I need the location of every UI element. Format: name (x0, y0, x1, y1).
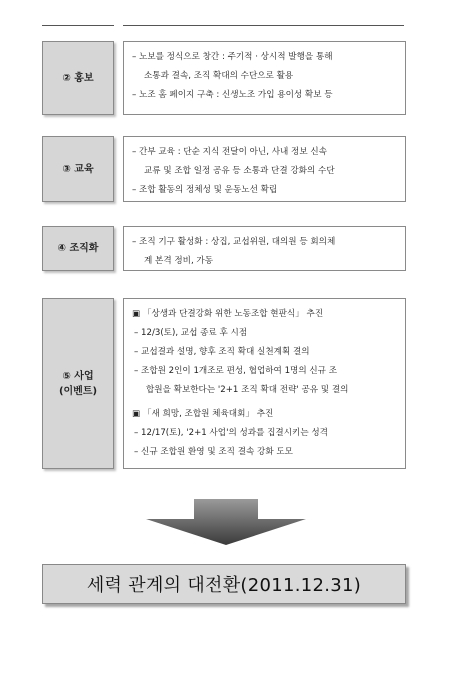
section-content (123, 298, 406, 469)
bullet-item: – 조합 활동의 정체성 및 운동노선 확립 (132, 185, 278, 195)
section-label (42, 41, 114, 115)
bullet-item: – 노조 홈 페이지 구축 : 신생노조 가입 용이성 확보 등 (132, 90, 333, 100)
section-organizing (42, 226, 406, 271)
section-label-text: (이벤트) (58, 385, 98, 397)
conclusion-text: 세력 관계의 대전환(2011.12.31) (86, 575, 362, 596)
bullet-line: – 신규 조합원 환영 및 조직 결속 강화 도모 (134, 447, 293, 457)
bullet-item: – 조직 기구 활성화 : 상집, 교섭위원, 대의원 등 회의체 (132, 237, 336, 247)
section-label-text: ④ 조직화 (57, 243, 99, 254)
bullet-item: ▣ 「상생과 단결강화 위한 노동조합 현판식」 추진 (132, 309, 324, 319)
top-rule-left (42, 25, 114, 26)
bullet-item: – 간부 교육 : 단순 지식 전달이 아닌, 사내 정보 신속 (132, 147, 327, 157)
bullet-line: 교류 및 조합 일정 공유 등 소통과 단결 강화의 수단 (144, 166, 335, 176)
bullet-item: – 노보를 정식으로 창간 : 주기적 · 상시적 발행을 통해 (132, 52, 333, 62)
conclusion-banner (42, 564, 406, 604)
section-label-text: ⑤ 사업 (62, 370, 94, 382)
section-promotion (42, 41, 406, 115)
top-rule-right (123, 25, 404, 26)
bullet-line: – 12/17(토), '2+1 사업'의 성과를 집결시키는 성격 (134, 428, 328, 438)
bullet-line: 계 본격 정비, 가동 (144, 256, 214, 266)
section-label (42, 226, 114, 271)
section-content (123, 226, 406, 271)
section-education (42, 136, 406, 202)
section-label-text: ③ 교육 (62, 163, 94, 175)
bullet-line: – 조합원 2인이 1개조로 편성, 협업하여 1명의 신규 조 (134, 366, 338, 376)
bullet-line: – 12/3(토), 교섭 종료 후 시점 (134, 328, 248, 338)
section-label (42, 298, 114, 469)
section-content (123, 41, 406, 115)
bullet-line: 소통과 결속, 조직 확대의 수단으로 활용 (144, 71, 294, 81)
section-events (42, 298, 406, 469)
bullet-line: 합원을 확보한다는 '2+1 조직 확대 전략' 공유 및 결의 (146, 385, 349, 395)
section-label-text: ② 홍보 (62, 72, 94, 84)
down-arrow-icon (146, 499, 306, 545)
section-content (123, 136, 406, 202)
section-label (42, 136, 114, 202)
bullet-line: – 교섭결과 설명, 향후 조직 확대 실천계획 결의 (134, 347, 310, 357)
bullet-item: ▣ 「새 희망, 조합원 체육대회」 추진 (132, 409, 274, 419)
